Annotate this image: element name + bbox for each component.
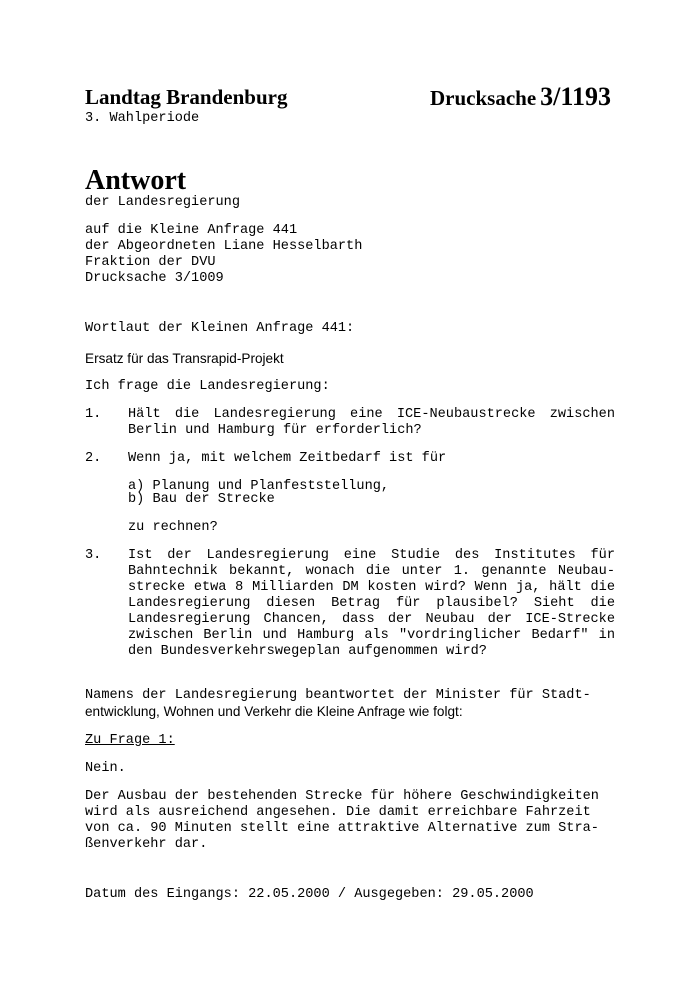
answer-intro-line: entwicklung, Wohnen und Verkehr die Kleine Anfrage wie folgt: bbox=[85, 704, 463, 719]
reference-line: auf die Kleine Anfrage 441 bbox=[85, 223, 298, 238]
doc-number: 3/1193 bbox=[540, 82, 611, 111]
question-number: 1. bbox=[85, 407, 102, 422]
question-line: Wenn ja, mit welchem Zeitbedarf ist für bbox=[128, 451, 447, 466]
answer-line: ßenverkehr dar. bbox=[85, 837, 208, 852]
question-number: 2. bbox=[85, 451, 102, 466]
question-line: Landesregierung diesen Betrag für plausibel? Sieht die bbox=[128, 596, 615, 611]
answer-line: wird als ausreichend angesehen. Die damit erreichbare Fahrzeit bbox=[85, 805, 591, 820]
question-line: Ist der Landesregierung eine Studie des Institutes für bbox=[128, 548, 615, 563]
footer-dates: Datum des Eingangs: 22.05.2000 / Ausgegeben: 29.05.2000 bbox=[85, 887, 534, 902]
answer-heading: Zu Frage 1: bbox=[85, 733, 175, 748]
question-line: Landesregierung Chancen, dass der Neubau der ICE-Strecke bbox=[128, 612, 615, 627]
election-period: 3. Wahlperiode bbox=[85, 111, 200, 126]
doc-label: Drucksache bbox=[430, 86, 537, 110]
inquiry-topic: Ersatz für das Transrapid-Projekt bbox=[85, 351, 284, 366]
answer-short: Nein. bbox=[85, 761, 126, 776]
question-line: Hält die Landesregierung eine ICE-Neubaustrecke zwischen bbox=[128, 407, 615, 422]
answer-line: von ca. 90 Minuten stellt eine attraktive Alternative zum Stra- bbox=[85, 821, 599, 836]
question-tail: zu rechnen? bbox=[128, 520, 218, 535]
reference-line: Drucksache 3/1009 bbox=[85, 271, 224, 286]
doc-reference bbox=[430, 82, 611, 112]
page-title: Antwort bbox=[85, 165, 187, 196]
inquiry-lead: Ich frage die Landesregierung: bbox=[85, 379, 330, 394]
reference-line: der Abgeordneten Liane Hesselbarth bbox=[85, 239, 363, 254]
page-subtitle: der Landesregierung bbox=[85, 195, 240, 210]
question-line: Bahntechnik bekannt, wonach die unter 1. genannte Neubau- bbox=[128, 564, 615, 579]
question-line: den Bundesverkehrswegeplan aufgenommen wird? bbox=[128, 644, 487, 659]
answer-intro-line: Namens der Landesregierung beantwortet der Minister für Stadt- bbox=[85, 688, 591, 703]
inquiry-intro: Wortlaut der Kleinen Anfrage 441: bbox=[85, 321, 355, 336]
reference-line: Fraktion der DVU bbox=[85, 255, 216, 270]
question-line: strecke etwa 8 Milliarden DM kosten wird? Wenn ja, hält die bbox=[128, 580, 615, 595]
question-number: 3. bbox=[85, 548, 102, 563]
parliament-name: Landtag Brandenburg bbox=[85, 85, 288, 109]
sub-item-b: b) Bau der Strecke bbox=[128, 492, 275, 507]
sub-item-a: a) Planung und Planfeststellung, bbox=[128, 479, 390, 494]
question-line: zwischen Berlin und Hamburg als "vordringlicher Bedarf" in bbox=[128, 628, 615, 643]
question-line: Berlin und Hamburg für erforderlich? bbox=[128, 423, 422, 438]
answer-line: Der Ausbau der bestehenden Strecke für höhere Geschwindigkeiten bbox=[85, 789, 599, 804]
